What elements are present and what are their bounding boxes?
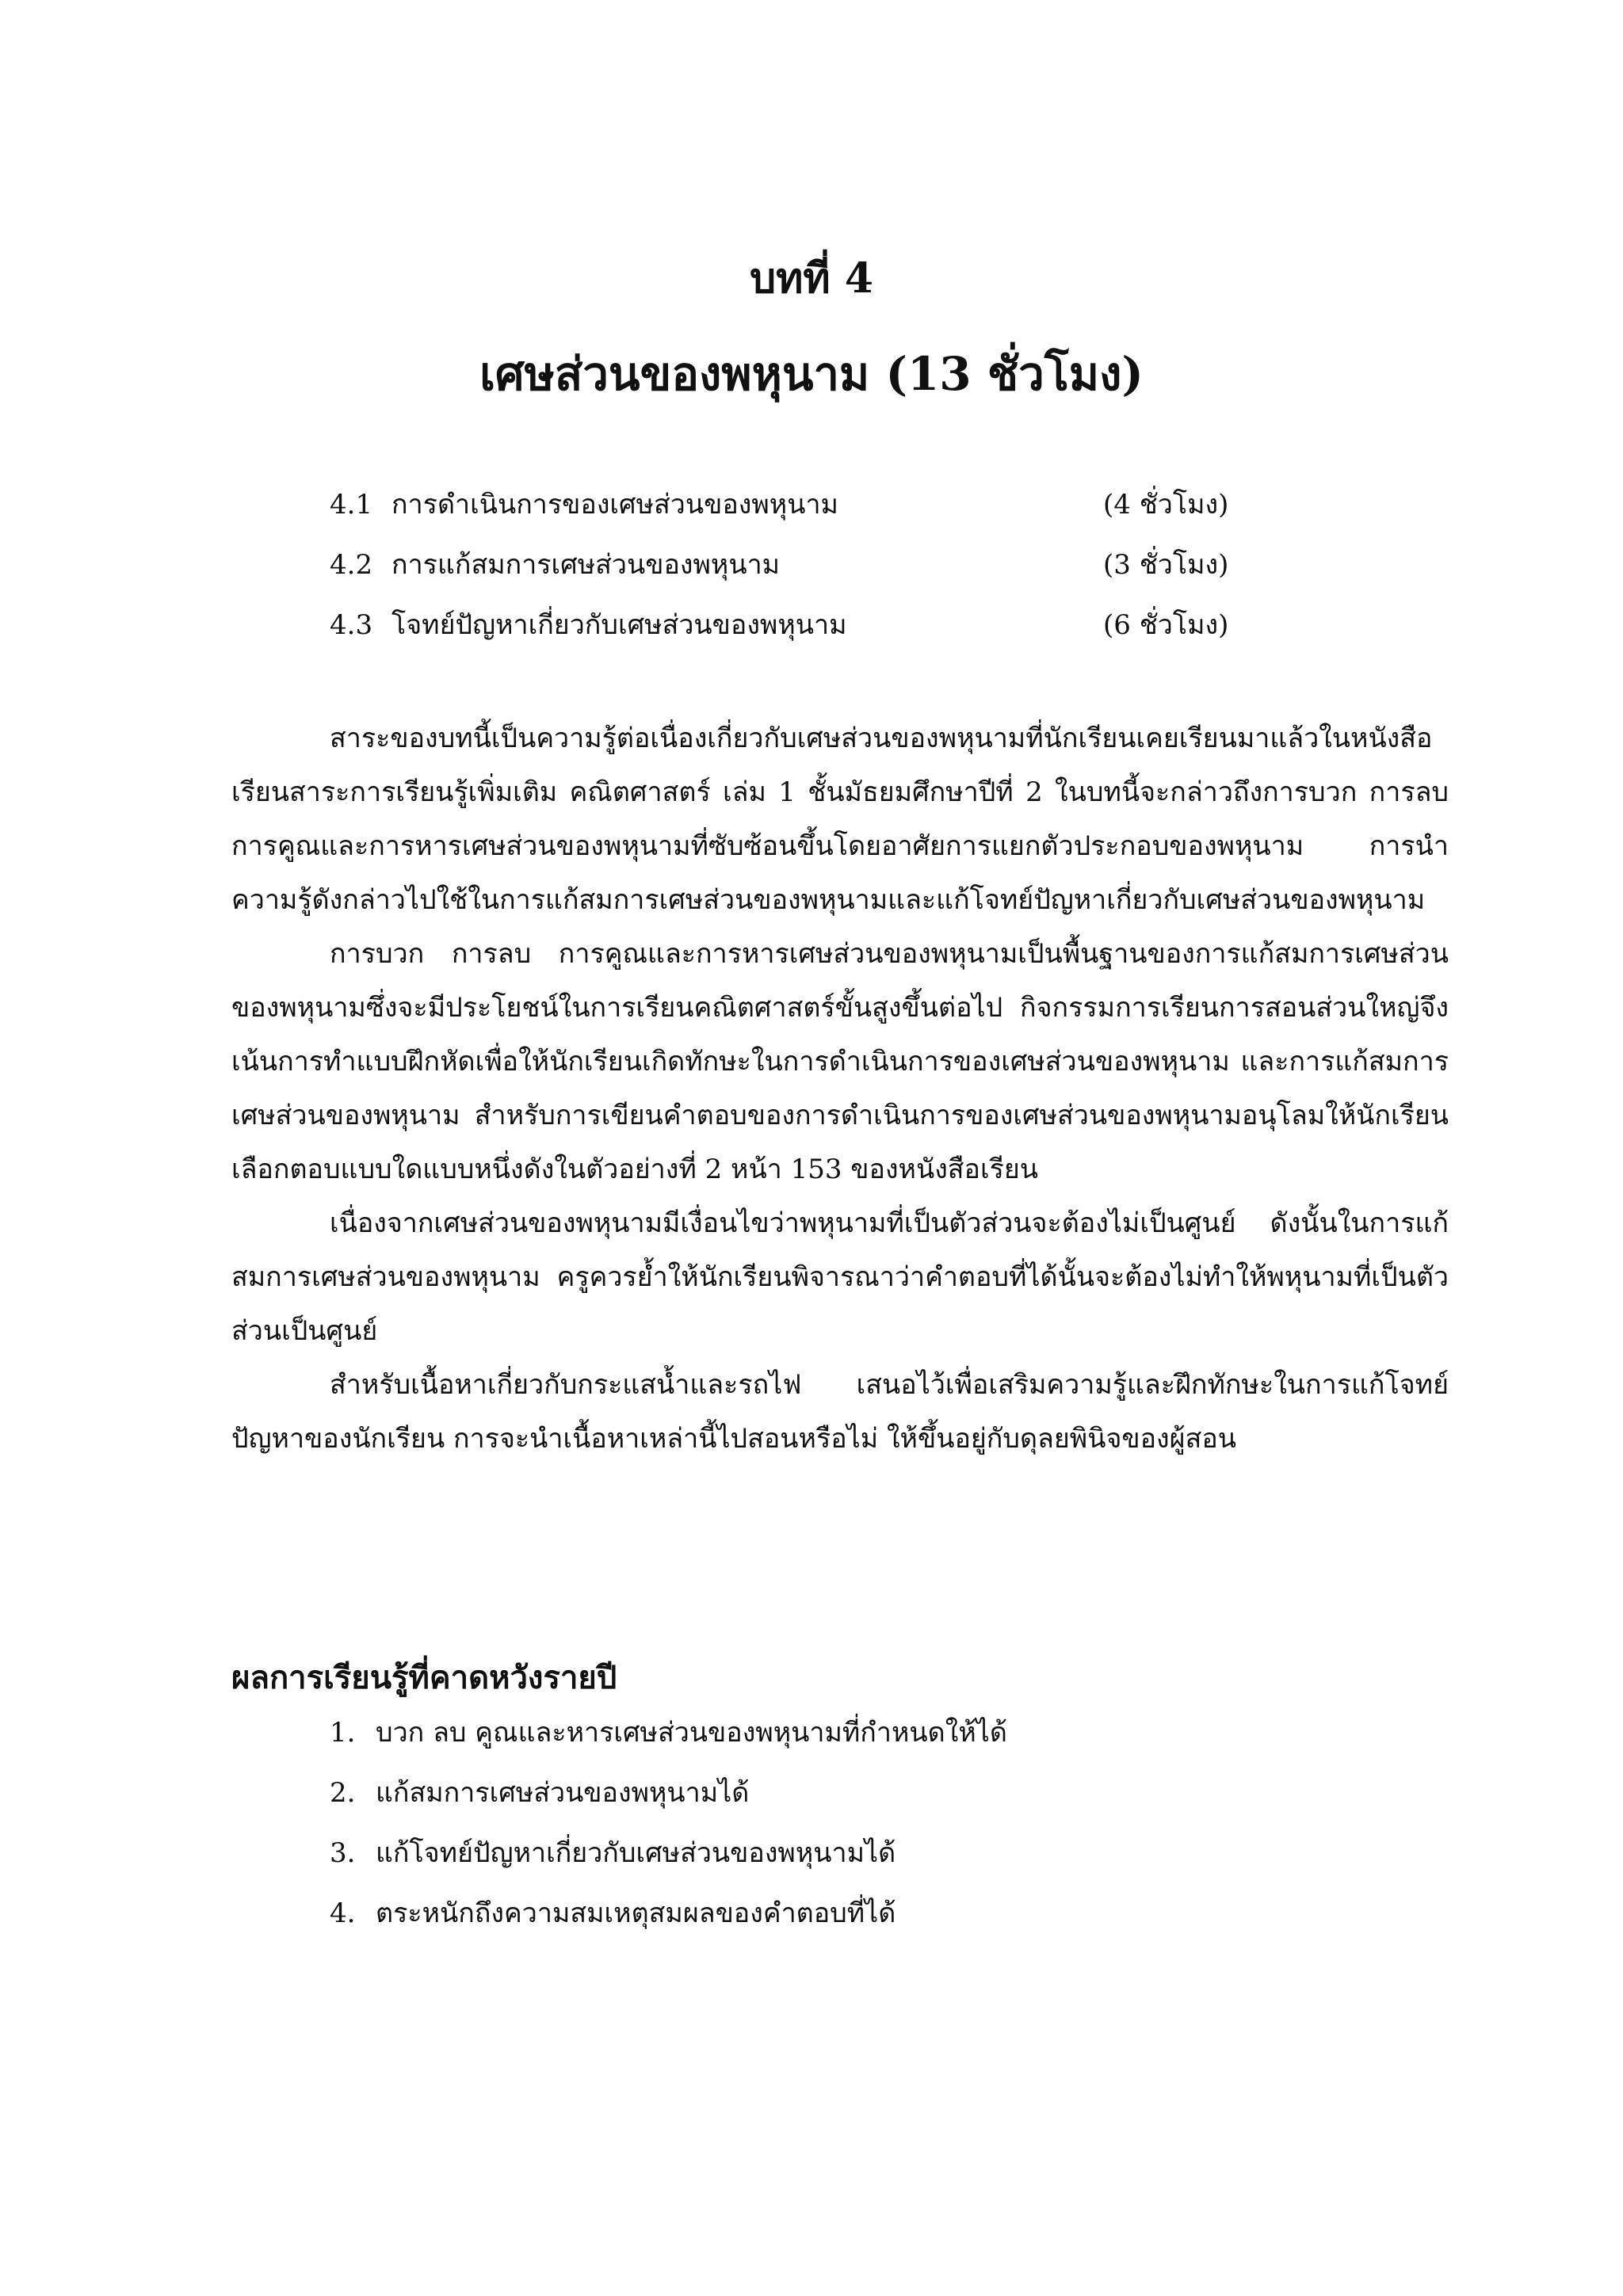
topic-title: โจทย์ปัญหาเกี่ยวกับเศษส่วนของพหุนาม [391, 609, 847, 641]
outcomes-heading: ผลการเรียนรู้ที่คาดหวังรายปี [231, 1659, 617, 1696]
outcome-number: 1. [330, 1717, 356, 1749]
body-paragraph: เนื่องจากเศษส่วนของพหุนามมีเงื่อนไขว่าพหุนามที่เป็นตัวส่วนจะต้องไม่เป็นศูนย์ ดังนั้นในการแก้สมการเศษส่วนของพหุนาม ครูควรย้ำให้นักเรียนพิจารณาว่าคำตอบที่ได้นั้นจะต้องไม่ทำให้พหุนามที่เป็นตัวส่วนเป็นศูนย์ [231, 1207, 1449, 1347]
topic-hours: (4 ชั่วโมง) [1103, 489, 1229, 521]
outcome-text: แก้สมการเศษส่วนของพหุนามได้ [376, 1777, 750, 1809]
outcome-item [330, 1773, 1439, 1833]
outcomes-list [330, 1713, 1439, 1954]
outcome-item [330, 1833, 1439, 1894]
outcome-number: 4. [330, 1897, 356, 1929]
outcome-number: 3. [330, 1837, 356, 1869]
outcome-item [330, 1713, 1439, 1773]
outcome-number: 2. [330, 1777, 356, 1809]
chapter-label: บทที่ 4 [750, 254, 873, 303]
topic-number: 4.2 [330, 549, 373, 581]
topic-hours: (3 ชั่วโมง) [1103, 549, 1229, 581]
outcome-text: ตระหนักถึงความสมเหตุสมผลของคำตอบที่ได้ [376, 1897, 896, 1929]
outcome-item [330, 1894, 1439, 1954]
topic-list [330, 485, 1249, 666]
topic-row [330, 545, 1249, 605]
body-paragraph: สาระของบทนี้เป็นความรู้ต่อเนื่องเกี่ยวกับเศษส่วนของพหุนามที่นักเรียนเคยเรียนมาแล้วในหนังสือเรียนสาระการเรียนรู้เพิ่มเติม คณิตศาสตร์ เล่ม 1 ชั้นมัธยมศึกษาปีที่ 2 ในบทนี้จะกล่าวถึงการบวก การลบ การคูณและการหารเศษส่วนของพหุนามที่ซับซ้อนขึ้นโดยอาศัยการแยกตัวประกอบของพหุนาม การนำความรู้ดังกล่าวไปใช้ในการแก้สมการเศษส่วนของพหุนามและแก้โจทย์ปัญหาเกี่ยวกับเศษส่วนของพหุนาม [231, 723, 1449, 916]
chapter-title: เศษส่วนของพหุนาม (13 ชั่วโมง) [479, 347, 1144, 401]
topic-hours: (6 ชั่วโมง) [1103, 609, 1229, 641]
outcome-text: แก้โจทย์ปัญหาเกี่ยวกับเศษส่วนของพหุนามได้ [376, 1837, 896, 1869]
topic-title: การดำเนินการของเศษส่วนของพหุนาม [391, 489, 838, 521]
body-text [231, 711, 1449, 1466]
outcome-text: บวก ลบ คูณและหารเศษส่วนของพหุนามที่กำหนดให้ได้ [376, 1717, 1007, 1749]
topic-row [330, 605, 1249, 666]
topic-number: 4.1 [330, 489, 373, 521]
topic-row [330, 485, 1249, 545]
topic-number: 4.3 [330, 609, 373, 641]
body-paragraph: สำหรับเนื้อหาเกี่ยวกับกระแสน้ำและรถไฟ เสนอไว้เพื่อเสริมความรู้และฝึกทักษะในการแก้โจทย์ปัญหาของนักเรียน การจะนำเนื้อหาเหล่านี้ไปสอนหรือไม่ ให้ขึ้นอยู่กับดุลยพินิจของผู้สอน [231, 1369, 1449, 1455]
topic-title: การแก้สมการเศษส่วนของพหุนาม [391, 549, 781, 581]
body-paragraph: การบวก การลบ การคูณและการหารเศษส่วนของพหุนามเป็นพื้นฐานของการแก้สมการเศษส่วนของพหุนามซึ่งจะมีประโยชน์ในการเรียนคณิตศาสตร์ขั้นสูงขึ้นต่อไป กิจกรรมการเรียนการสอนส่วนใหญ่จึงเน้นการทำแบบฝึกหัดเพื่อให้นักเรียนเกิดทักษะในการดำเนินการของเศษส่วนของพหุนาม และการแก้สมการเศษส่วนของพหุนาม สำหรับการเขียนคำตอบของการดำเนินการของเศษส่วนของพหุนามอนุโลมให้นักเรียนเลือกตอบแบบใดแบบหนึ่งดังในตัวอย่างที่ 2 หน้า 153 ของหนังสือเรียน [231, 938, 1449, 1185]
